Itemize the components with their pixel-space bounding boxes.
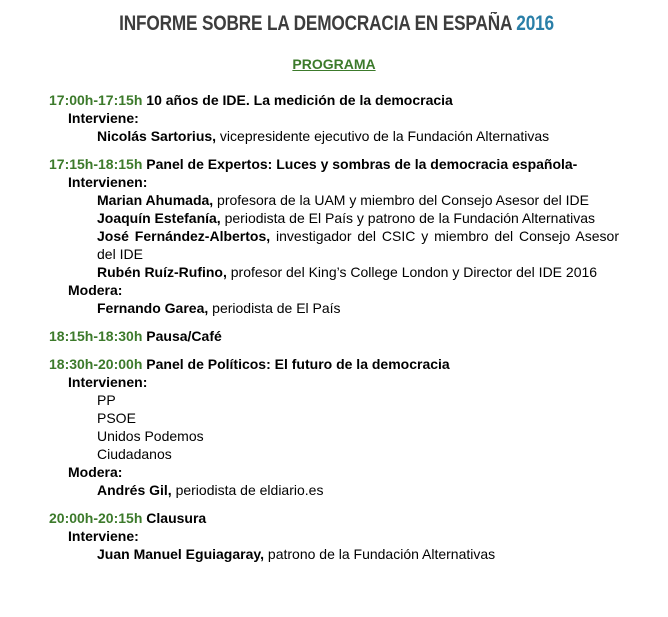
session-heading <box>49 155 619 173</box>
session-heading <box>49 509 619 527</box>
party-item: PSOE <box>97 410 136 426</box>
session-title: Panel de Políticos: El futuro de la democracia <box>146 356 450 372</box>
speaker <box>49 545 619 563</box>
moderator <box>49 299 619 317</box>
session-break <box>49 327 619 345</box>
speaker-desc: periodista de El País y patrono de la Fundación Alternativas <box>220 210 596 226</box>
role-label: Intervienen: <box>68 174 148 190</box>
speaker <box>49 191 619 209</box>
moderator <box>49 481 619 499</box>
speaker-name: Rubén Ruíz-Rufino, <box>97 264 227 280</box>
session-title: 10 años de IDE. La medición de la democracia <box>146 92 453 108</box>
moderator-desc: periodista de eldiario.es <box>171 482 324 498</box>
role-label: Intervienen: <box>68 374 148 390</box>
title-text: INFORME SOBRE LA DEMOCRACIA EN ESPAÑA <box>119 12 512 35</box>
session-heading <box>49 327 619 345</box>
session-heading <box>49 355 619 373</box>
moderator-name: Fernando Garea, <box>97 300 209 316</box>
speaker-desc: investigador del CSIC y miembro del Consejo Asesor del IDE <box>97 228 620 262</box>
party-item: PP <box>97 392 116 408</box>
speaker-desc: profesora de la UAM y miembro del Consejo Asesor del IDE <box>213 192 590 208</box>
role-label: Modera: <box>68 464 123 480</box>
speaker-desc: vicepresidente ejecutivo de la Fundación Alternativas <box>216 128 550 144</box>
speaker-name: Juan Manuel Eguiagaray, <box>97 546 265 562</box>
party-item: Ciudadanos <box>97 446 172 462</box>
moderator-desc: periodista de El País <box>208 300 341 316</box>
session-title: Clausura <box>146 510 207 526</box>
speaker-desc: profesor del King’s College London y Director del IDE 2016 <box>226 264 598 280</box>
party-item: Unidos Podemos <box>97 428 204 444</box>
session-time: 18:15h-18:30h <box>49 328 143 344</box>
program-content <box>49 91 619 573</box>
session-time: 17:00h-17:15h <box>49 92 143 108</box>
speaker <box>49 227 619 263</box>
session-time: 17:15h-18:15h <box>49 156 143 172</box>
speaker-name: Nicolás Sartorius, <box>97 128 217 144</box>
session-heading <box>49 91 619 109</box>
session-time: 18:30h-20:00h <box>49 356 143 372</box>
speaker <box>49 263 619 281</box>
role-label: Interviene: <box>68 528 139 544</box>
speaker-name: José Fernández-Albertos, <box>97 228 271 244</box>
moderator-name: Andrés Gil, <box>97 482 172 498</box>
title-year: 2016 <box>516 12 554 35</box>
speaker-name: Joaquín Estefanía, <box>97 210 221 226</box>
session-political-panel <box>49 355 619 499</box>
speaker <box>49 209 619 227</box>
speaker-desc: patrono de la Fundación Alternativas <box>264 546 496 562</box>
speaker <box>49 127 619 145</box>
programa-heading: PROGRAMA <box>292 56 376 72</box>
session-title: Panel de Expertos: Luces y sombras de la democracia española- <box>146 156 578 172</box>
role-label: Modera: <box>68 282 123 298</box>
speaker-name: Marian Ahumada, <box>97 192 214 208</box>
session-opening <box>49 91 619 145</box>
session-expert-panel <box>49 155 619 317</box>
document-title <box>63 12 611 36</box>
role-label: Interviene: <box>68 110 139 126</box>
session-title: Pausa/Café <box>146 328 222 344</box>
session-closing <box>49 509 619 563</box>
session-time: 20:00h-20:15h <box>49 510 143 526</box>
